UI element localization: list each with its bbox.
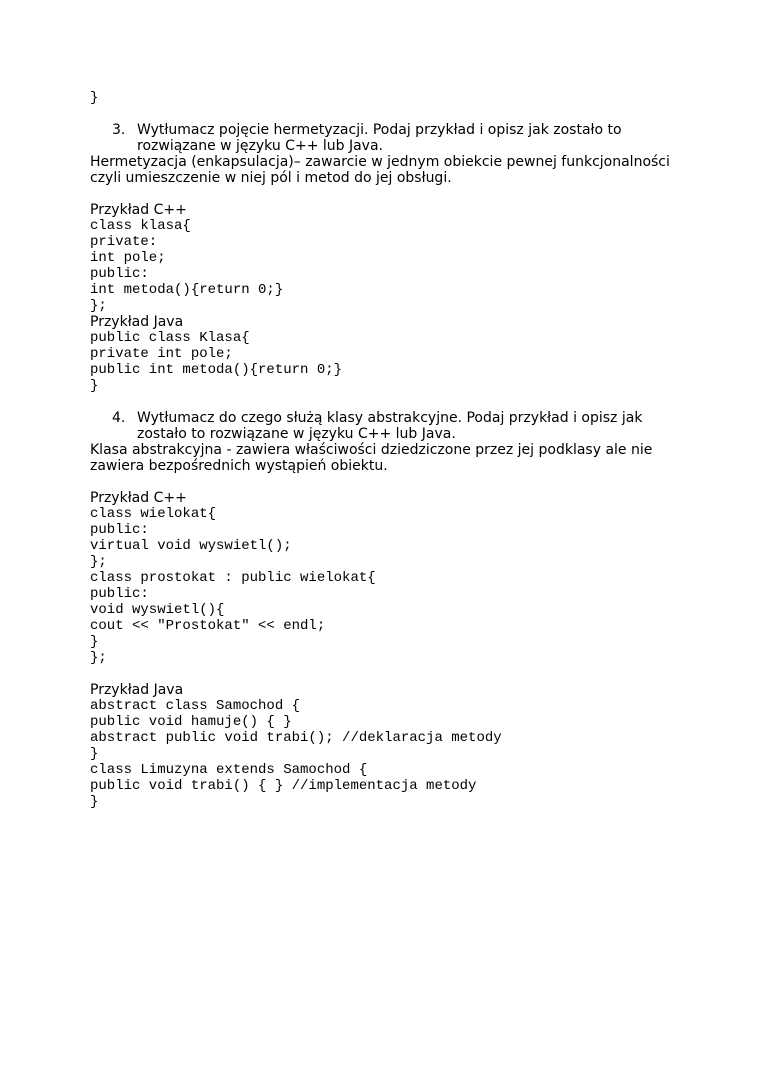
code-line: } — [90, 746, 99, 762]
question-number: 4. — [112, 410, 126, 426]
code-line: public: — [90, 522, 149, 538]
code-line: public void trabi() { } //implementacja metody — [90, 778, 477, 794]
code-line: } — [90, 634, 99, 650]
code-line: int pole; — [90, 250, 166, 266]
question-3 — [90, 122, 680, 154]
code-line: }; — [90, 650, 107, 666]
code-line: void wyswietl(){ — [90, 602, 225, 618]
code-line: private int pole; — [90, 346, 233, 362]
document-page — [90, 90, 680, 810]
code-line: private: — [90, 234, 158, 250]
example-label-cpp: Przykład C++ — [90, 202, 187, 218]
code-line: cout << "Prostokat" << endl; — [90, 618, 326, 634]
example-label-java: Przykład Java — [90, 682, 184, 698]
code-line: abstract public void trabi(); //deklaracja metody — [90, 730, 502, 746]
spacer — [90, 394, 680, 410]
code-line: public: — [90, 586, 149, 602]
code-line: class prostokat : public wielokat{ — [90, 570, 376, 586]
code-line: } — [90, 378, 99, 394]
code-line: abstract class Samochod { — [90, 698, 301, 714]
code-line: public class Klasa{ — [90, 330, 250, 346]
code-line: }; — [90, 554, 107, 570]
code-line: virtual void wyswietl(); — [90, 538, 292, 554]
code-line: class klasa{ — [90, 218, 191, 234]
code-line: public: — [90, 266, 149, 282]
spacer — [90, 666, 680, 682]
example-label-java: Przykład Java — [90, 314, 184, 330]
spacer — [90, 106, 680, 122]
question-text: Wytłumacz pojęcie hermetyzacji. Podaj przykład i opisz jak zostało to rozwiązane w języku C++ lub Java. — [137, 122, 622, 154]
code-line: public void hamuje() { } — [90, 714, 292, 730]
spacer — [90, 186, 680, 202]
question-text: Wytłumacz do czego służą klasy abstrakcyjne. Podaj przykład i opisz jak zostało to rozwiązane w języku C++ lub Java. — [137, 410, 643, 442]
definition-text: Klasa abstrakcyjna - zawiera właściwości dziedziczone przez jej podklasy ale nie zawiera bezpośrednich wystąpień obiektu. — [90, 442, 653, 474]
question-4 — [90, 410, 680, 442]
code-line: class Limuzyna extends Samochod { — [90, 762, 368, 778]
example-label-cpp: Przykład C++ — [90, 490, 187, 506]
definition-text: Hermetyzacja (enkapsulacja)– zawarcie w jednym obiekcie pewnej funkcjonalności czyli umieszczenie w niej pól i metod do jej obsługi. — [90, 154, 670, 186]
code-line: int metoda(){return 0;} — [90, 282, 284, 298]
code-line: }; — [90, 298, 107, 314]
code-line: public int metoda(){return 0;} — [90, 362, 343, 378]
code-line: class wielokat{ — [90, 506, 217, 522]
code-line: } — [90, 90, 99, 106]
spacer — [90, 474, 680, 490]
question-number: 3. — [112, 122, 126, 138]
code-line: } — [90, 794, 99, 810]
